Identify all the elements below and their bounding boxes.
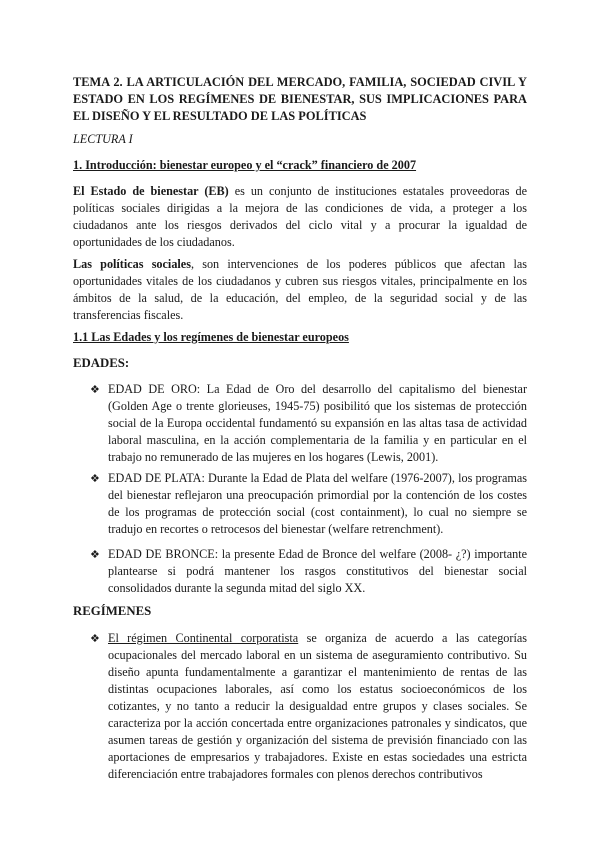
list-item-text: EDAD DE PLATA: Durante la Edad de Plata del welfare (1976-2007), los programas del bienestar reflejaron una preocupación primordial por la contención de los costes de los programas de protección social (cost containment), lo cual no siempre se tradujo en recortes o retrocesos del bienestar (welfare retrenchment). (108, 471, 527, 536)
paragraph-text: , son intervenciones de los poderes públicos que afectan las oportunidades vitales de los ciudadanos y cubren sus riesgos vitales, principalmente en los ámbitos de la salud, de la educación, del empleo, de la seguridad social y de las transferencias fiscales. (73, 257, 528, 322)
diamond-bullet-icon: ❖ (90, 632, 100, 645)
term-politicas-sociales: Las políticas sociales (73, 257, 191, 271)
regimenes-heading: REGÍMENES (73, 604, 152, 618)
list-item-text: EDAD DE ORO: La Edad de Oro del desarrollo del capitalismo del bienestar (Golden Age o trente glorieuses, 1945-75) posibilitó que los sistemas de protección social de la Europa occidental fundamentó su expansión en las altas tasa de actividad laboral masculina, en la acción complementaria de la familia y en particular en el trabajo no remunerado de las mujeres en los hogares (Lewis, 2001). (108, 382, 527, 464)
intro-heading: 1. Introducción: bienestar europeo y el “crack” financiero de 2007 (73, 158, 417, 172)
diamond-bullet-icon: ❖ (90, 548, 100, 561)
list-item-text (108, 630, 527, 783)
diamond-bullet-icon: ❖ (90, 383, 100, 396)
document-title: TEMA 2. LA ARTICULACIÓN DEL MERCADO, FAMILIA, SOCIEDAD CIVIL Y ESTADO EN LOS REGÍMENES DE BIENESTAR, SUS IMPLICACIONES PARA EL DISEÑO Y EL RESULTADO DE LAS POLÍTICAS (73, 75, 527, 123)
paragraph-estado-bienestar (73, 183, 527, 251)
list-item-text: EDAD DE BRONCE: la presente Edad de Bronce del welfare (2008- ¿?) importante plantearse si podrá mantener los rasgos constitutivos del bienestar social consolidados durante la segunda mitad del siglo XX. (108, 547, 527, 595)
paragraph-politicas-sociales (73, 256, 527, 324)
section-heading: 1.1 Las Edades y los regímenes de bienestar europeos (73, 330, 349, 344)
term-estado-bienestar: El Estado de bienestar (EB) (73, 184, 229, 198)
lectura-label: LECTURA I (73, 132, 133, 146)
regimen-description: se organiza de acuerdo a las categorías ocupacionales del mercado laboral en un sistema de aseguramiento contributivo. Su diseño apunta fundamentalmente a garantizar el mantenimiento de rentas de las distintas ocupaciones laborales, así como los estatus socioeconómicos de los cotizantes, y no tanto a reducir la desigualdad entre grupos y clases sociales. Se caracteriza por la acción concertada entre organizaciones patronales y sindicatos, que asumen tareas de gestión y organización del sistema de previsión financiado con las aportaciones de empresarios y trabajadores. Existe en estas sociedades una estricta diferenciación entre trabajadores formales con plenos derechos contributivos (108, 631, 527, 781)
diamond-bullet-icon: ❖ (90, 472, 100, 485)
paragraph-text: es un conjunto de instituciones estatales proveedoras de políticas sociales dirigidas a la mejora de las condiciones de vida, a proteger a los ciudadanos ante los riesgos derivados del ciclo vital y a procurar la igualdad de oportunidades de los ciudadanos. (73, 184, 527, 249)
edades-heading: EDADES: (73, 356, 130, 370)
term-regimen-continental: El régimen Continental corporatista (108, 631, 299, 645)
